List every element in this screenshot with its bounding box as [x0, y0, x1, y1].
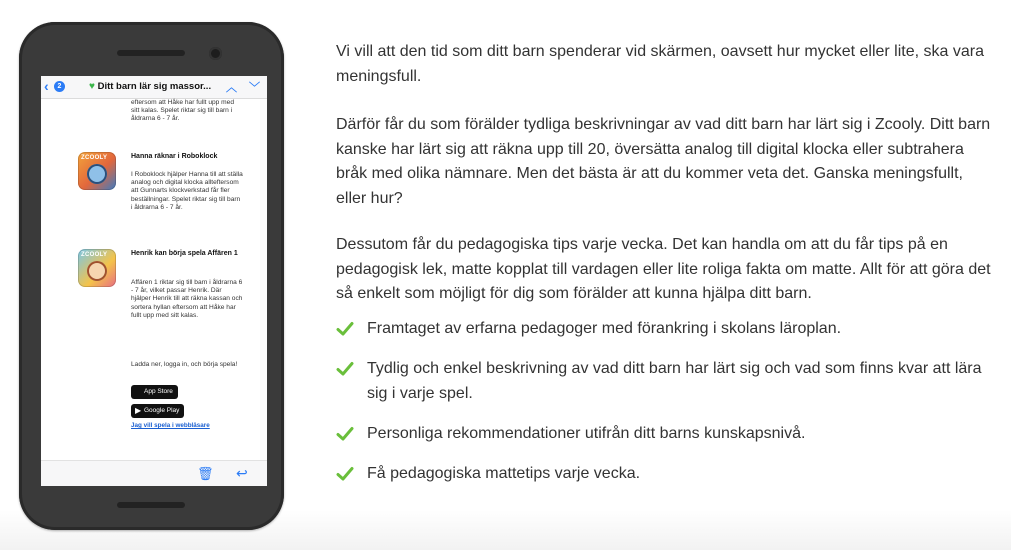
phone-speaker [117, 50, 185, 56]
checkmark-icon [336, 360, 354, 378]
play-in-browser-link[interactable]: Jag vill spela i webbläsare [131, 422, 210, 429]
phone-mockup [19, 22, 284, 530]
chevron-down-icon[interactable]: ﹀ [249, 82, 260, 94]
game-description: I Roboklock hjälper Hanna till att ställa analog och digital klocka allteftersom att Gunnarts klockverkstad får fler beställningar. Spelet riktar sig till barn i åldrarna 6 - 7 år. [131, 171, 243, 211]
roboklock-game-icon [78, 152, 116, 190]
app-store-button[interactable] [131, 385, 178, 399]
chevron-up-icon[interactable]: ︿ [226, 82, 237, 94]
affaren-game-icon [78, 249, 116, 287]
zcooly-logo-text: ZCOOLY [81, 252, 108, 258]
download-cta: Ladda ner, logga in, och börja spela! [131, 361, 238, 368]
robot-face-icon [87, 164, 107, 184]
intro-paragraph: Vi vill att den tid som ditt barn spenderar vid skärmen, oavsett hur mycket eller lite, ska vara meningsfull. [336, 43, 984, 85]
green-heart-icon: ♥ [89, 81, 95, 92]
phone-home-bar [117, 502, 185, 508]
feature-text: Framtaget av erfarna pedagoger med förankring i skolans läroplan. [367, 320, 842, 337]
google-play-label: Google Play [144, 407, 180, 414]
google-play-button[interactable] [131, 404, 184, 418]
mail-toolbar [41, 460, 267, 486]
mail-header [41, 76, 267, 99]
mail-subject-text: Ditt barn lär sig massor... [97, 81, 212, 92]
checkmark-icon [336, 425, 354, 443]
app-store-label: App Store [144, 388, 173, 395]
back-chevron-icon[interactable]: ‹ [44, 78, 49, 94]
play-icon: ▶ [135, 406, 142, 415]
phone-screen [41, 76, 267, 486]
checkmark-icon [336, 465, 354, 483]
character-face-icon [87, 261, 107, 281]
reply-icon[interactable]: ↩ [236, 465, 248, 481]
mail-subject [89, 81, 211, 92]
checkmark-icon [336, 320, 354, 338]
game-title: Hanna räknar i Roboklock [131, 153, 218, 160]
zcooly-logo-text: ZCOOLY [81, 155, 108, 161]
mail-text-snippet: eftersom att Håke har fullt upp med sitt kalas. Spelet riktar sig till barn i åldrarna 6 - 7 år. [131, 99, 234, 123]
learning-paragraph: Därför får du som förälder tydliga beskrivningar av vad ditt barn har lärt sig i Zcooly. Ditt barn kanske har lärt sig att räkna upp till 20, översätta analog till digital klocka eller subtrahera bråk med olika nämnare. Men det bästa är att du kommer veta det. Ganska meningsfullt, eller hur? [336, 116, 991, 207]
game-description: Affären 1 riktar sig till barn i åldrarna 6 - 7 år, vilket passar Henrik. Där hjälper Henrik till att räkna kassan och sortera hyllan eftersom att Håke har fullt upp med sitt kalas. [131, 279, 243, 319]
feature-text: Tydlig och enkel beskrivning av vad ditt barn har lärt sig och vad som finns kvar att lära sig i varje spel. [367, 360, 982, 402]
mail-body [41, 99, 267, 456]
trash-icon[interactable]: 🗑 [197, 466, 214, 481]
feature-text: Få pedagogiska mattetips varje vecka. [367, 465, 641, 482]
unread-count-badge: 2 [54, 81, 65, 92]
tips-paragraph: Dessutom får du pedagogiska tips varje vecka. Det kan handla om att du får tips på en pedagogisk lek, matte kopplat till vardagen eller lite roliga fakta om matte. Allt för att göra det så enkelt som möjligt för dig som förälder att kunna hjälpa ditt barn. [336, 236, 991, 302]
feature-text: Personliga rekommendationer utifrån ditt barns kunskapsnivå. [367, 425, 806, 442]
phone-camera [209, 47, 222, 60]
game-title: Henrik kan börja spela Affären 1 [131, 250, 238, 257]
